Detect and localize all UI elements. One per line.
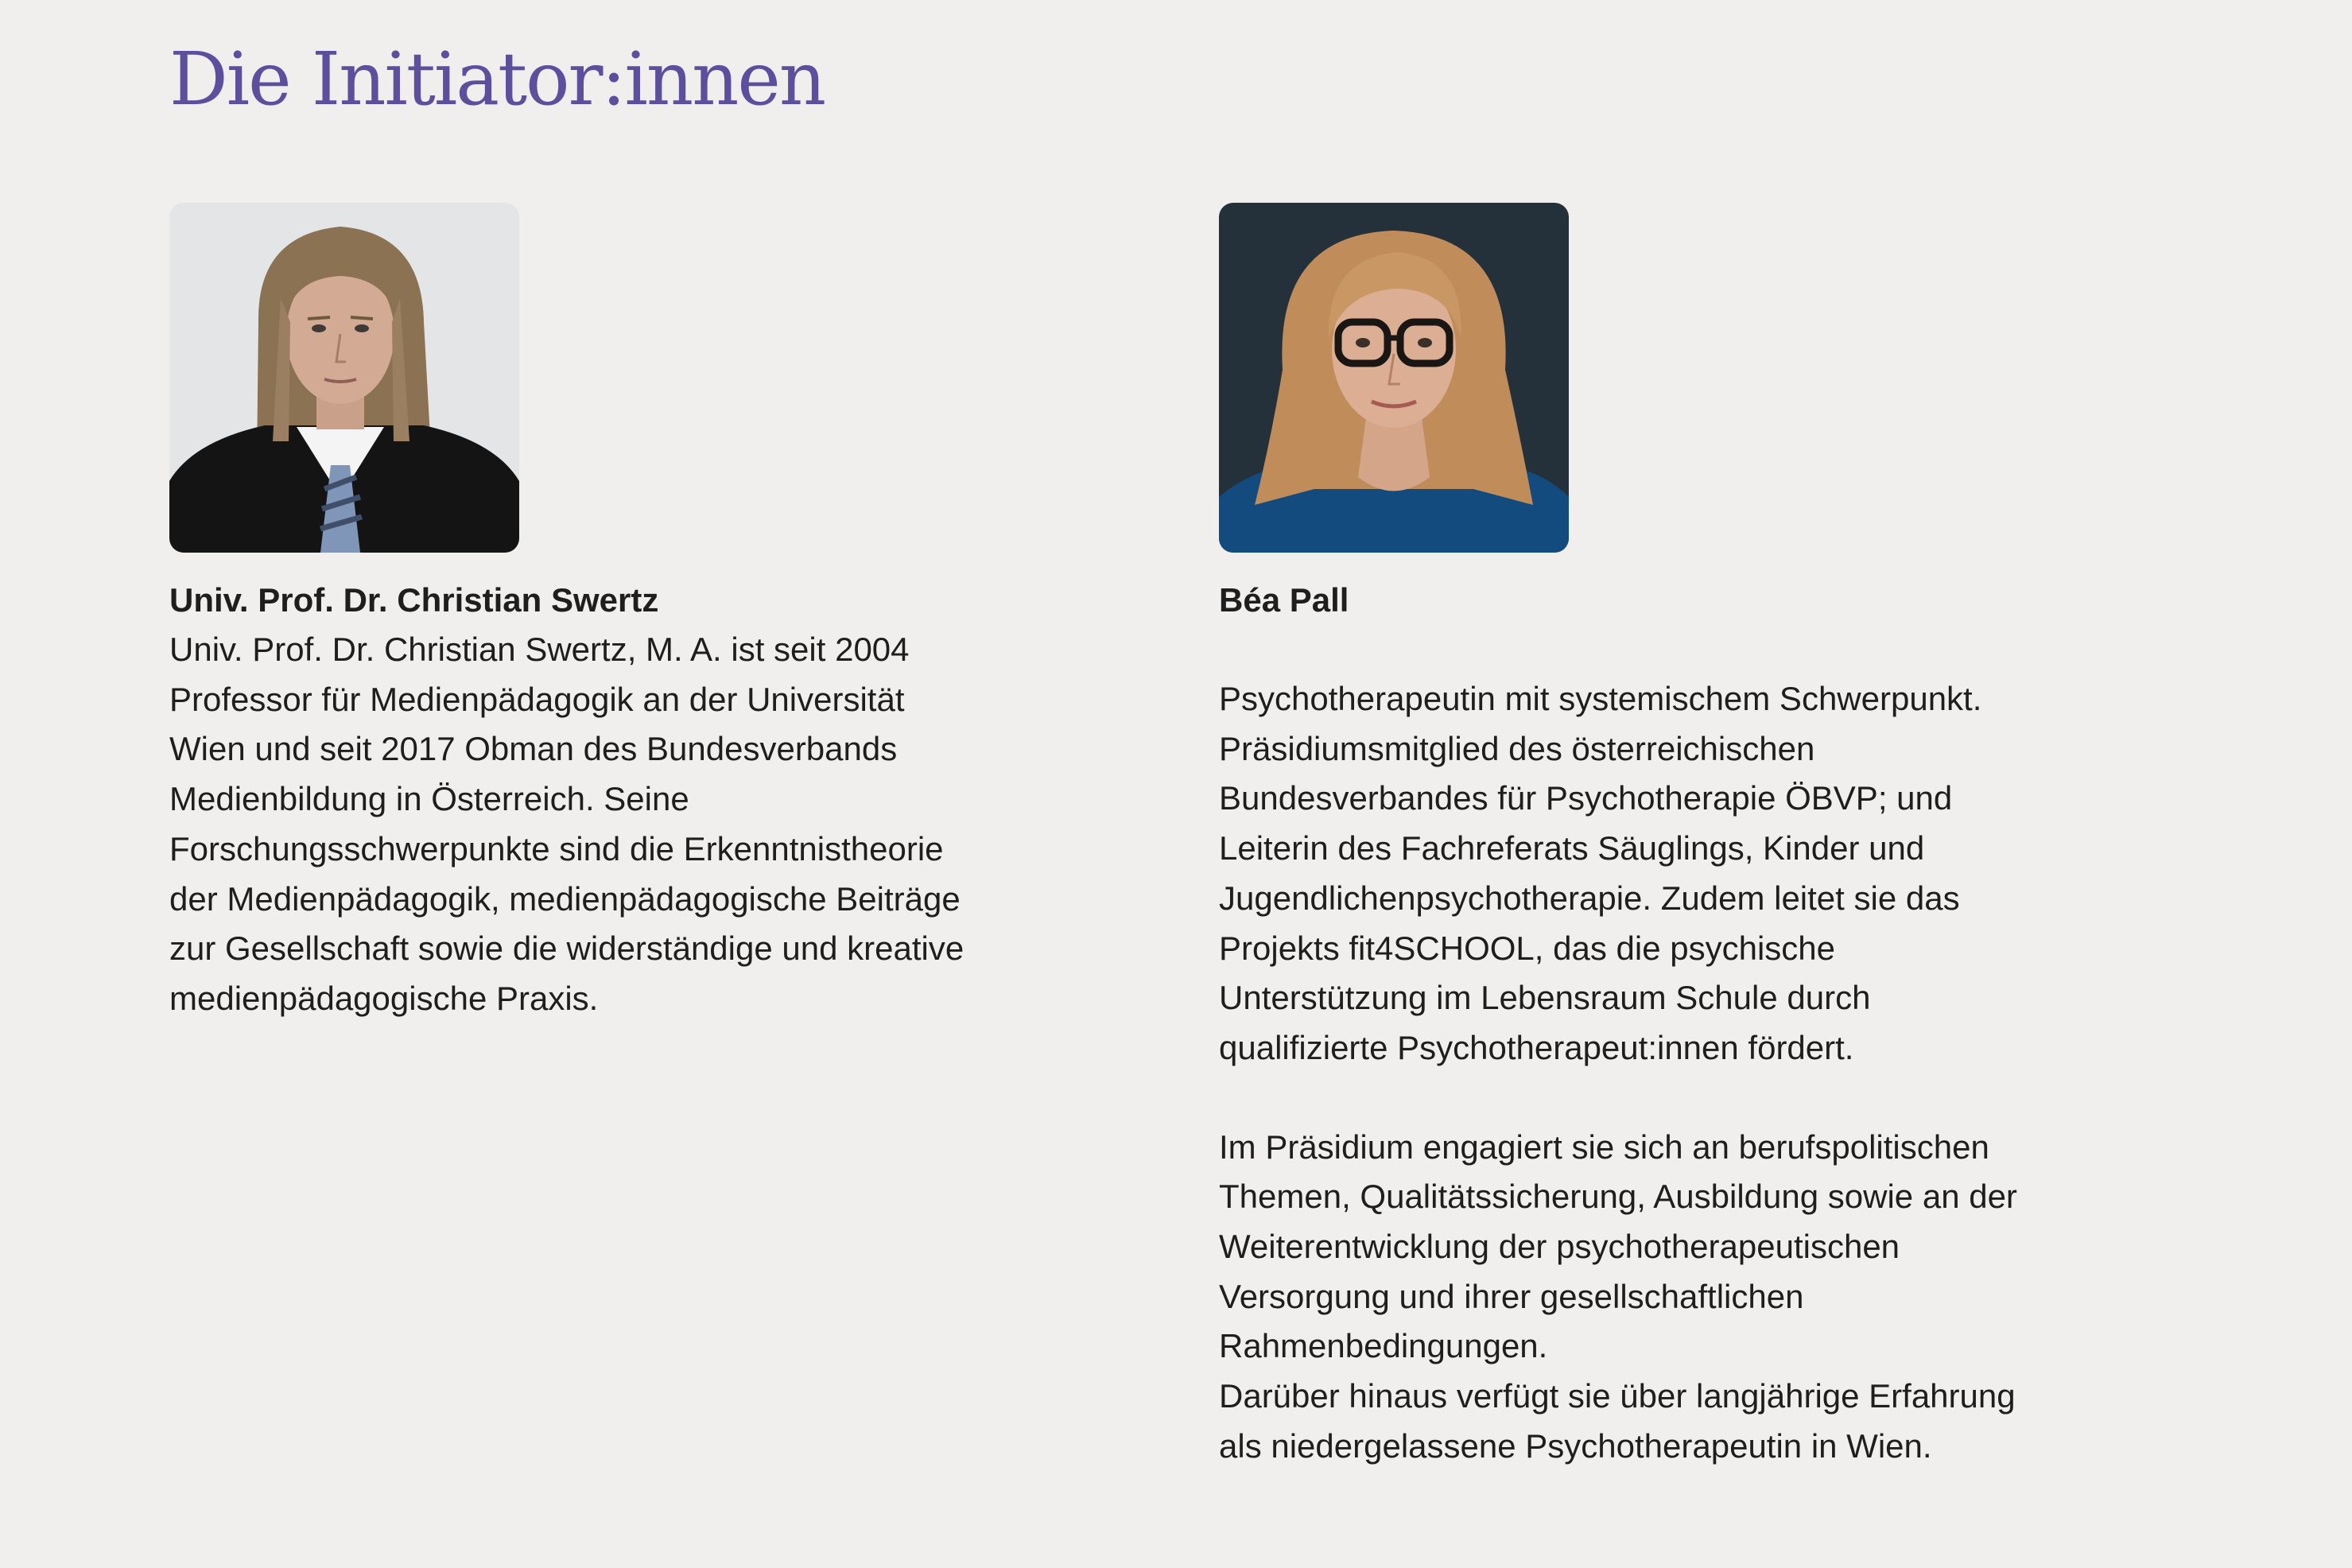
initiator-name: Univ. Prof. Dr. Christian Swertz	[169, 581, 659, 619]
initiator-bio-paragraph: Psychotherapeutin mit systemischem Schwerpunkt. Präsidiumsmitglied des österreichischen Bundesverbandes für Psychotherapie ÖBVP; und Leiterin des Fachreferats Säuglings, Kinder und Jugendlichenpsychotherapie. Zudem leitet sie das Projekts fit4SCHOOL, das die psychische Unterstützung im Lebensraum Schule durch qualifizierte Psychotherapeut:innen fördert.	[1219, 680, 1982, 1066]
paragraph-spacer	[1219, 625, 2094, 674]
initiator-bio-paragraph: Im Präsidium engagiert sie sich an berufspolitischen Themen, Qualitätssicherung, Ausbildung sowie an der Weiterentwicklung der psychotherapeutischen Versorgung und ihrer gesellschaftlichen Rahmenbedingungen. Darüber hinaus verfügt sie über langjährige Erfahrung als niedergelassene Psychotherapeutin in Wien.	[1219, 1127, 2017, 1465]
initiator-card	[169, 203, 1036, 1024]
initiator-card	[1219, 203, 2094, 1472]
portrait-photo	[169, 203, 519, 553]
paragraph-spacer	[1219, 1073, 2094, 1123]
section-title: Die Initiator:innen	[169, 37, 825, 122]
initiator-name: Béa Pall	[1219, 581, 1349, 619]
portrait-photo	[1219, 203, 1569, 553]
initiator-bio: Univ. Prof. Dr. Christian Swertz, M. A. ist seit 2004 Professor für Medienpädagogik an der Universität Wien und seit 2017 Obman des Bundesverbands Medienbildung in Österreich. Seine Forschungsschwerpunkte sind die Erkenntnistheorie der Medienpädagogik, medienpädagogische Beiträge zur Gesellschaft sowie die widerständige und kreative medienpädagogische Praxis.	[169, 631, 964, 1017]
